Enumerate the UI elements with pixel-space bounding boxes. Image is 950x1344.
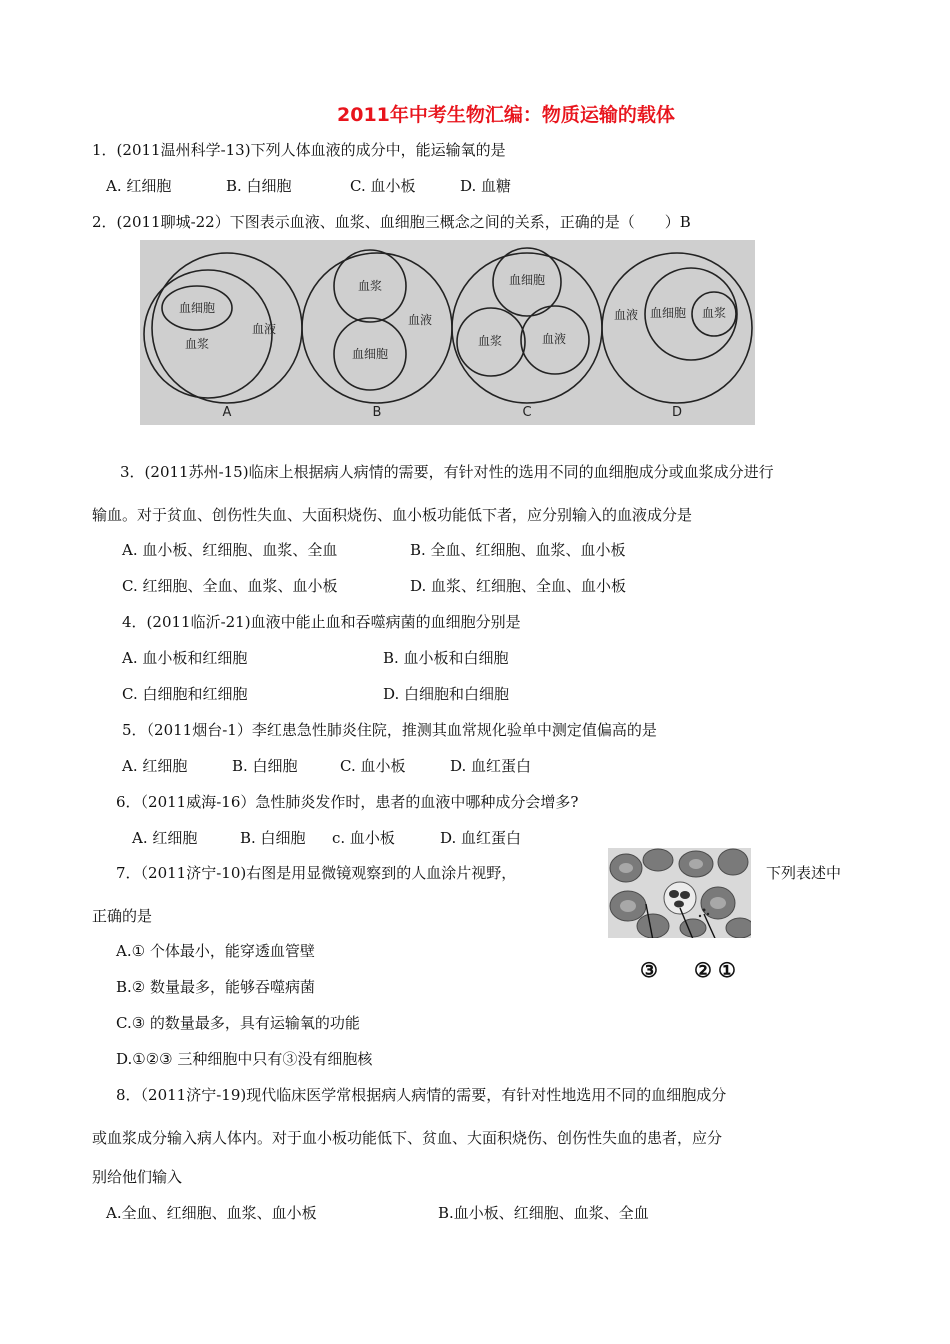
q3-stem-line1: 3．(2011苏州-15)临床上根据病人病情的需要，有针对性的选用不同的血细胞成分或血浆成分进行	[120, 463, 774, 481]
q1-option-d: D. 血糖	[460, 177, 512, 195]
venn-b-outer-label: 血液	[407, 313, 433, 327]
micrograph-label-1: ①	[718, 958, 736, 982]
q4-option-d: D. 白细胞和白细胞	[383, 685, 510, 703]
q4-option-b: B. 血小板和白细胞	[383, 649, 509, 667]
q5-option-a: A. 红细胞	[122, 757, 188, 775]
venn-c-right-label: 血液	[541, 332, 567, 346]
q2-stem: 2．(2011聊城-22）下图表示血液、血浆、血细胞三概念之间的关系，正确的是（ ）B	[92, 213, 691, 231]
q4-option-a: A. 血小板和红细胞	[122, 649, 248, 667]
q6-option-b: B. 白细胞	[240, 829, 306, 847]
q3-option-d: D. 血浆、红细胞、全血、血小板	[410, 577, 627, 595]
page-title: 2011年中考生物汇编：物质运输的载体	[337, 104, 675, 126]
q7-stem-line1: 7．（2011济宁-10)右图是用显微镜观察到的人血涂片视野，	[116, 864, 517, 882]
venn-d-caption: D	[671, 405, 683, 420]
venn-a-caption: A	[222, 405, 232, 420]
venn-d-inner-label: 血浆	[701, 306, 727, 320]
q8-option-a: A.全血、红细胞、血浆、血小板	[106, 1204, 317, 1222]
q8-stem-line2: 或血浆成分输入病人体内。对于血小板功能低下、贫血、大面积烧伤、创伤性失血的患者，应分	[92, 1129, 723, 1147]
q6-option-d: D. 血红蛋白	[440, 829, 522, 847]
venn-diagram-figure	[140, 240, 755, 425]
q6-option-c: c. 血小板	[332, 829, 395, 847]
q3-option-b: B. 全血、红细胞、血浆、血小板	[410, 541, 626, 559]
q7-option-b: B.② 数量最多，能够吞噬病菌	[116, 978, 316, 996]
venn-b-top-label: 血浆	[357, 279, 383, 293]
q8-stem-line3: 别给他们输入	[92, 1168, 183, 1186]
q3-option-a: A. 血小板、红细胞、血浆、全血	[122, 541, 338, 559]
venn-a-inner-label: 血细胞	[178, 301, 216, 315]
venn-b-caption: B	[372, 405, 382, 420]
q1-option-b: B. 白细胞	[226, 177, 292, 195]
q1-option-a: A. 红细胞	[106, 177, 172, 195]
venn-d-middle-label: 血细胞	[649, 306, 687, 320]
venn-a-outer-circle	[152, 253, 302, 403]
q8-option-b: B.血小板、红细胞、血浆、全血	[438, 1204, 649, 1222]
q7-option-d: D.①②③ 三种细胞中只有③没有细胞核	[116, 1050, 373, 1068]
q4-stem: 4．(2011临沂-21)血液中能止血和吞噬病菌的血细胞分别是	[122, 613, 521, 631]
q7-stem-tail: 下列表述中	[766, 864, 842, 882]
micrograph-label-2: ②	[694, 958, 712, 982]
venn-c-caption: C	[522, 405, 532, 420]
venn-diagram-svg	[140, 240, 755, 425]
venn-b-bottom-label: 血细胞	[351, 347, 389, 361]
blood-smear-svg	[608, 848, 751, 938]
venn-c-top-label: 血细胞	[508, 273, 546, 287]
q6-option-a: A. 红细胞	[132, 829, 198, 847]
micrograph-label-3: ③	[640, 958, 658, 982]
q6-stem: 6．（2011威海-16）急性肺炎发作时，患者的血液中哪种成分会增多?	[116, 793, 579, 811]
q3-stem-line2: 输血。对于贫血、创伤性失血、大面积烧伤、血小板功能低下者，应分别输入的血液成分是	[92, 506, 693, 524]
q7-stem-line2: 正确的是	[92, 907, 153, 925]
q1-option-c: C. 血小板	[350, 177, 416, 195]
q1-stem: 1．(2011温州科学-13)下列人体血液的成分中，能运输氧的是	[92, 141, 506, 159]
q3-option-c: C. 红细胞、全血、血浆、血小板	[122, 577, 338, 595]
venn-d-outer-label: 血液	[613, 308, 639, 322]
q7-option-c: C.③ 的数量最多，具有运输氧的功能	[116, 1014, 360, 1032]
venn-d-outer-circle	[602, 253, 752, 403]
q7-option-a: A.① 个体最小，能穿透血管壁	[116, 942, 315, 960]
venn-c-left-label: 血浆	[477, 334, 503, 348]
q8-stem-line1: 8．（2011济宁-19)现代临床医学常根据病人病情的需要，有针对性地选用不同的血细胞成分	[116, 1086, 727, 1104]
venn-a-outer-label: 血液	[251, 322, 277, 336]
q5-option-c: C. 血小板	[340, 757, 406, 775]
venn-b-outer-circle	[302, 253, 452, 403]
q5-stem: 5．（2011烟台-1）李红患急性肺炎住院，推测其血常规化验单中测定值偏高的是	[122, 721, 657, 739]
venn-a-middle-label: 血浆	[184, 337, 210, 351]
blood-smear-micrograph	[608, 848, 751, 938]
q5-option-b: B. 白细胞	[232, 757, 298, 775]
q4-option-c: C. 白细胞和红细胞	[122, 685, 248, 703]
q5-option-d: D. 血红蛋白	[450, 757, 532, 775]
